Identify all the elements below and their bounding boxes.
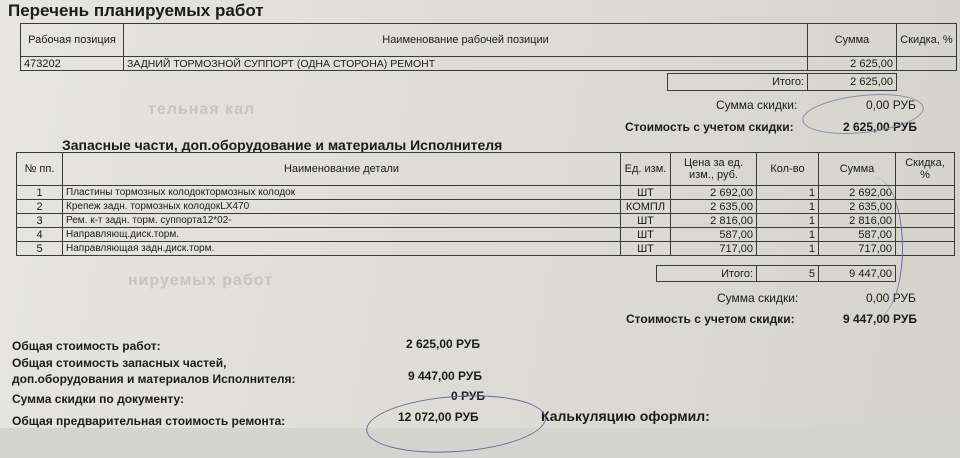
part-discount-cell — [896, 242, 955, 256]
part-number-cell: 4 — [17, 228, 63, 242]
part-name-cell: Направляющ.диск.торм. — [63, 228, 621, 242]
works-discount-label: Сумма скидки: — [716, 98, 798, 112]
works-cost-value: 2 625,00 РУБ — [843, 120, 917, 134]
part-name-cell: Крепеж задн. тормозных колодокLX470 — [63, 200, 621, 214]
parts-cost-value: 9 447,00 РУБ — [843, 312, 917, 326]
part-discount-cell — [896, 200, 955, 214]
parts-table — [16, 152, 955, 256]
summary-works-label: Общая стоимость работ: — [12, 339, 161, 353]
part-price-cell: 587,00 — [671, 228, 757, 242]
total-circle-mark — [364, 390, 547, 458]
table-row — [17, 186, 955, 200]
header-number: № пп. — [17, 153, 63, 186]
part-sum-cell: 717,00 — [819, 242, 896, 256]
works-table-header — [21, 24, 957, 57]
work-position-cell: 473202 — [21, 57, 124, 71]
summary-parts-label-line2: доп.оборудования и материалов Исполнителя: — [12, 372, 296, 386]
part-qty-cell: 1 — [757, 200, 819, 214]
show-through-text: тельная кал — [148, 101, 256, 118]
part-sum-cell: 587,00 — [819, 228, 896, 242]
summary-parts-value: 9 447,00 РУБ — [408, 369, 482, 383]
part-unit-cell: ШТ — [621, 242, 671, 256]
header-discount: Скидка, % — [896, 153, 955, 186]
part-price-cell: 2 816,00 — [671, 214, 757, 228]
part-name-cell: Рем. к-т задн. торм. суппорта12*02- — [63, 214, 621, 228]
header-work-position: Рабочая позиция — [21, 24, 124, 57]
parts-cost-label: Стоимость с учетом скидки: — [626, 312, 795, 326]
header-discount: Скидка, % — [897, 24, 957, 57]
table-row — [17, 200, 955, 214]
part-name-cell: Направляющая задн.диск.торм. — [63, 242, 621, 256]
works-table — [20, 23, 957, 71]
parts-discount-value: 0,00 РУБ — [866, 291, 916, 305]
part-price-cell: 2 635,00 — [671, 200, 757, 214]
header-sum: Сумма — [808, 24, 897, 57]
header-work-name: Наименование рабочей позиции — [124, 24, 808, 57]
part-discount-cell — [896, 214, 955, 228]
part-sum-cell: 2 635,00 — [819, 200, 896, 214]
part-number-cell: 1 — [17, 186, 63, 200]
part-qty-cell: 1 — [757, 214, 819, 228]
work-sum-cell: 2 625,00 — [808, 57, 897, 71]
parts-total-value: 9 447,00 — [819, 266, 896, 282]
part-qty-cell: 1 — [757, 186, 819, 200]
header-part-name: Наименование детали — [63, 153, 621, 186]
part-discount-cell — [896, 186, 955, 200]
part-sum-cell: 2 816,00 — [819, 214, 896, 228]
part-number-cell: 5 — [17, 242, 63, 256]
part-price-cell: 717,00 — [671, 242, 757, 256]
summary-works-value: 2 625,00 РУБ — [406, 337, 480, 351]
parts-total-label: Итого: — [657, 266, 757, 282]
part-unit-cell: ШТ — [621, 214, 671, 228]
works-total-value: 2 625,00 — [808, 74, 897, 91]
summary-discount-label: Сумма скидки по документу: — [12, 392, 185, 406]
part-unit-cell: ШТ — [621, 186, 671, 200]
parts-total-qty: 5 — [757, 266, 819, 282]
table-row — [21, 57, 957, 71]
works-cost-label: Стоимость с учетом скидки: — [625, 120, 794, 134]
works-discount-value: 0,00 РУБ — [866, 98, 916, 112]
table-row — [17, 242, 955, 256]
summary-total-value: 12 072,00 РУБ — [398, 410, 479, 424]
prepared-by-label: Калькуляцию оформил: — [541, 408, 710, 424]
table-row — [17, 228, 955, 242]
header-sum: Сумма — [819, 153, 896, 186]
header-unit-price: Цена за ед. изм., руб. — [671, 153, 757, 186]
header-unit: Ед. изм. — [621, 153, 671, 186]
show-through-text: нируемых работ — [128, 272, 274, 289]
parts-table-header — [17, 153, 955, 186]
part-name-cell: Пластины тормозных колодоктормозных колодок — [63, 186, 621, 200]
table-row — [17, 214, 955, 228]
pen-mark — [848, 178, 903, 318]
part-price-cell: 2 692,00 — [671, 186, 757, 200]
part-unit-cell: ШТ — [621, 228, 671, 242]
parts-discount-label: Сумма скидки: — [717, 291, 799, 305]
part-number-cell: 3 — [17, 214, 63, 228]
works-section-title: Перечень планируемых работ — [8, 1, 264, 20]
work-discount-cell — [897, 57, 957, 71]
work-name-cell: ЗАДНИЙ ТОРМОЗНОЙ СУППОРТ (ОДНА СТОРОНА) РЕМОНТ — [124, 57, 808, 71]
header-quantity: Кол-во — [757, 153, 819, 186]
summary-total-label: Общая предварительная стоимость ремонта: — [12, 414, 286, 428]
part-qty-cell: 1 — [757, 242, 819, 256]
summary-parts-label-line1: Общая стоимость запасных частей, — [12, 356, 227, 370]
part-unit-cell: КОМПЛ — [621, 200, 671, 214]
part-number-cell: 2 — [17, 200, 63, 214]
part-sum-cell: 2 692,00 — [819, 186, 896, 200]
parts-section-title: Запасные части, доп.оборудование и материалы Исполнителя — [62, 137, 503, 153]
part-qty-cell: 1 — [757, 228, 819, 242]
works-total-row — [667, 73, 897, 91]
summary-discount-value: 0 РУБ — [451, 389, 485, 403]
part-discount-cell — [896, 228, 955, 242]
works-total-label: Итого: — [668, 74, 808, 91]
